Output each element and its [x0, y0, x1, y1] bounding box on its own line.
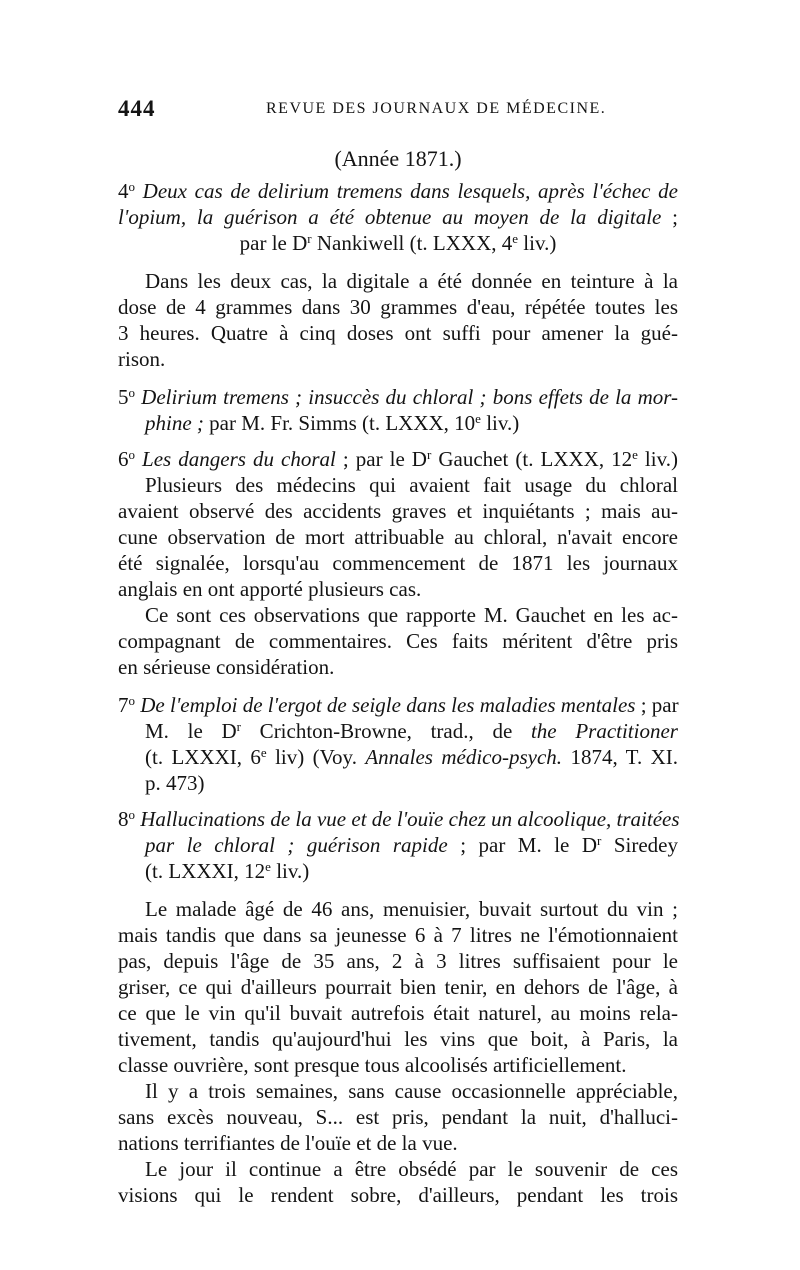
text-run: tivement, tandis qu'aujourd'hui les vins que boit, à Paris, la: [118, 1027, 678, 1051]
text-run: liv) (Voy.: [266, 745, 366, 769]
item6-line-1: [118, 446, 678, 472]
text-run: liv.): [518, 231, 557, 255]
text-run: liv.): [480, 411, 520, 435]
para1-line-2: [118, 294, 678, 320]
superscript: r: [307, 231, 312, 246]
para5-line-1: [118, 1078, 678, 1104]
text-run: été signalée, lorsqu'au commencement de 1871 les journaux: [118, 551, 678, 575]
text-run: 6: [118, 447, 129, 471]
text-run: Plusieurs des médecins qui avaient fait usage du chloral: [145, 473, 678, 497]
text-run: liv.): [637, 447, 678, 471]
text-run: Il y a trois semaines, sans cause occasionnelle appréciable,: [145, 1079, 678, 1103]
text-run: 1874, T. XI.: [562, 745, 678, 769]
superscript: e: [475, 411, 481, 426]
text-run: Le jour il continue a être obsédé par le souvenir de ces: [145, 1157, 678, 1181]
item4-line-2: [118, 204, 678, 230]
italic-text: par le chloral ; guérison rapide: [145, 833, 448, 857]
para2-line-5: [118, 576, 678, 602]
text-run: par le D: [239, 231, 308, 255]
text-run: avaient observé des accidents graves et inquiétants ; mais au-: [118, 499, 678, 523]
superscript: r: [236, 719, 241, 734]
text-run: p. 473): [145, 771, 205, 795]
para6-line-1: [118, 1156, 678, 1182]
text-run: Le malade âgé de 46 ans, menuisier, buvait surtout du vin ;: [145, 897, 678, 921]
paragraph-gap: [118, 256, 678, 268]
superscript: o: [128, 179, 135, 194]
item5-line-2: [118, 410, 678, 436]
text-run: rison.: [118, 347, 166, 371]
text-run: ; par M. le D: [447, 833, 598, 857]
superscript: e: [260, 745, 267, 760]
item7-line-2: [118, 718, 678, 744]
text-run: 3 heures. Quatre à cinq doses ont suffi pour amener la gué-: [118, 321, 678, 345]
text-run: (t. LXXXI, 12: [145, 859, 266, 883]
text-run: compagnant de commentaires. Ces faits méritent d'être pris: [118, 629, 678, 653]
superscript: e: [632, 447, 638, 462]
text-run: cune observation de mort attribuable au chloral, n'avait encore: [118, 525, 678, 549]
para4-line-2: [118, 922, 678, 948]
superscript: o: [128, 693, 135, 708]
year-heading: (Année 1871.): [334, 146, 462, 171]
para4-line-6: [118, 1026, 678, 1052]
text-run: (t. LXXXI, 6: [145, 745, 261, 769]
text-run: ; par le D: [335, 447, 427, 471]
para2-line-2: [118, 498, 678, 524]
paragraph-gap: [118, 796, 678, 806]
text-run: 5: [118, 385, 129, 409]
para5-line-2: [118, 1104, 678, 1130]
para2-line-3: [118, 524, 678, 550]
text-run: 4: [118, 179, 129, 203]
text-run: Gauchet (t. LXXX, 12: [431, 447, 633, 471]
para3-line-1: [118, 602, 678, 628]
text-run: anglais en ont apporté plusieurs cas.: [118, 577, 422, 601]
paragraph-gap: [118, 436, 678, 446]
text-run: nations terrifiantes de l'ouïe et de la vue.: [118, 1131, 458, 1155]
text-run: par M. Fr. Simms (t. LXXX, 10: [203, 411, 476, 435]
item7-line-3: [118, 744, 678, 770]
para2-line-4: [118, 550, 678, 576]
italic-text: Delirium tremens ; insuccès du chloral ; bons effets de la mor-: [135, 385, 678, 409]
para3-line-3: [118, 654, 678, 680]
text-run: Siredey: [601, 833, 678, 857]
text-run: Crichton-Browne, trad., de: [240, 719, 531, 743]
italic-text: Annales médico-psych.: [365, 745, 563, 769]
italic-text: the Practitioner: [530, 719, 678, 743]
para4-line-1: [118, 896, 678, 922]
para2-line-1: [118, 472, 678, 498]
paragraph-gap: [118, 680, 678, 692]
italic-text: Les dangers du choral: [135, 447, 336, 471]
superscript: e: [512, 231, 519, 246]
italic-text: Hallucinations de la vue et de l'ouïe chez un alcoolique, traitées: [135, 807, 680, 831]
superscript: o: [128, 385, 135, 400]
text-lines: [118, 178, 678, 1208]
para3-line-2: [118, 628, 678, 654]
superscript: r: [597, 833, 602, 848]
text-run: dose de 4 grammes dans 30 grammes d'eau, répétée toutes les: [118, 295, 678, 319]
superscript: o: [128, 807, 135, 822]
text-run: ; par: [635, 693, 679, 717]
item4-line-3: [118, 230, 678, 256]
text-run: M. le D: [145, 719, 237, 743]
text-run: visions qui le rendent sobre, d'ailleurs, pendant les trois: [118, 1183, 678, 1207]
paragraph-gap: [118, 884, 678, 896]
para1-line-4: [118, 346, 678, 372]
para1-line-1: [118, 268, 678, 294]
item8-line-1: [118, 806, 678, 832]
page-number: 444: [118, 96, 156, 121]
superscript: r: [426, 447, 432, 462]
para6-line-2: [118, 1182, 678, 1208]
text-run: pas, depuis l'âge de 35 ans, 2 à 3 litres suffisaient pour le: [118, 949, 678, 973]
italic-text: phine ;: [145, 411, 204, 435]
item7-line-1: [118, 692, 678, 718]
para4-line-5: [118, 1000, 678, 1026]
text-run: mais tandis que dans sa jeunesse 6 à 7 litres ne l'émotionnaient: [118, 923, 678, 947]
item8-line-3: [118, 858, 678, 884]
text-run: liv.): [270, 859, 310, 883]
text-run: 7: [118, 693, 129, 717]
text-run: sans excès nouveau, S... est pris, pendant la nuit, d'halluci-: [118, 1105, 678, 1129]
para4-line-7: [118, 1052, 678, 1078]
text-run: ce que le vin qu'il buvait autrefois était naturel, au moins rela-: [118, 1001, 678, 1025]
paragraph-gap: [118, 372, 678, 384]
italic-text: De l'emploi de l'ergot de seigle dans les maladies mentales: [135, 693, 636, 717]
para4-line-4: [118, 974, 678, 1000]
text-run: griser, ce qui d'ailleurs pourrait bien tenir, en dehors de l'âge, à: [118, 975, 678, 999]
item7-line-4: [118, 770, 678, 796]
italic-text: l'opium, la guérison a été obtenue au moyen de la digitale: [118, 205, 662, 229]
para1-line-3: [118, 320, 678, 346]
para4-line-3: [118, 948, 678, 974]
text-run: classe ouvrière, sont presque tous alcoolisés artificiellement.: [118, 1053, 627, 1077]
text-run: 8: [118, 807, 129, 831]
text-run: ;: [661, 205, 678, 229]
superscript: o: [128, 447, 135, 462]
text-run: en sérieuse considération.: [118, 655, 335, 679]
item5-line-1: [118, 384, 678, 410]
item4-line-1: [118, 178, 678, 204]
text-run: Dans les deux cas, la digitale a été donnée en teinture à la: [145, 269, 678, 293]
para5-line-3: [118, 1130, 678, 1156]
text-run: Nankiwell (t. LXXX, 4: [311, 231, 513, 255]
text-run: Ce sont ces observations que rapporte M. Gauchet en les ac-: [145, 603, 678, 627]
item8-line-2: [118, 832, 678, 858]
superscript: e: [265, 859, 271, 874]
italic-text: Deux cas de delirium tremens dans lesquels, après l'échec de: [135, 179, 678, 203]
page-header: [118, 96, 678, 126]
running-head: REVUE DES JOURNAUX DE MÉDECINE.: [266, 100, 607, 117]
body-text: [118, 146, 678, 1208]
